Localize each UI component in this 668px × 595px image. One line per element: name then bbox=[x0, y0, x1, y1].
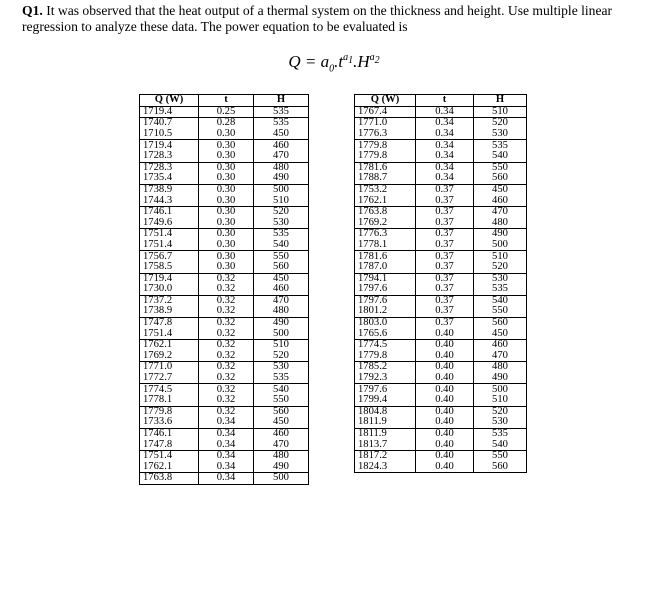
cell-t: 0.32 bbox=[199, 395, 254, 406]
table-row bbox=[355, 195, 527, 206]
cell-t: 0.34 bbox=[199, 417, 254, 428]
cell-t: 0.34 bbox=[199, 462, 254, 473]
cell-t: 0.37 bbox=[416, 229, 474, 240]
header-row bbox=[355, 95, 527, 107]
table-row bbox=[355, 262, 527, 273]
cell-t: 0.30 bbox=[199, 251, 254, 262]
cell-t: 0.32 bbox=[199, 340, 254, 351]
cell-q: 1763.8 bbox=[355, 206, 416, 217]
table-row bbox=[355, 340, 527, 351]
cell-t: 0.40 bbox=[416, 462, 474, 473]
cell-h: 480 bbox=[474, 218, 527, 229]
cell-t: 0.34 bbox=[199, 451, 254, 462]
cell-h: 460 bbox=[474, 340, 527, 351]
table-row bbox=[140, 206, 309, 217]
cell-q: 1751.4 bbox=[140, 240, 199, 251]
cell-h: 450 bbox=[254, 417, 309, 428]
cell-t: 0.32 bbox=[199, 406, 254, 417]
cell-q: 1792.3 bbox=[355, 373, 416, 384]
table-row bbox=[140, 351, 309, 362]
cell-h: 480 bbox=[254, 162, 309, 173]
cell-q: 1769.2 bbox=[355, 218, 416, 229]
table-row bbox=[140, 417, 309, 428]
cell-q: 1804.8 bbox=[355, 406, 416, 417]
table-row bbox=[355, 462, 527, 473]
question-body: It was observed that the heat output of a thermal system on the thickness and height. Use multiple linear regression to analyze these data. The power equation to be evaluated is bbox=[22, 3, 613, 34]
table-row bbox=[140, 317, 309, 328]
cell-h: 500 bbox=[254, 473, 309, 485]
cell-t: 0.34 bbox=[416, 151, 474, 162]
cell-t: 0.37 bbox=[416, 273, 474, 284]
table-row bbox=[140, 106, 309, 118]
cell-h: 460 bbox=[254, 140, 309, 151]
table-row bbox=[140, 340, 309, 351]
cell-h: 510 bbox=[474, 106, 527, 118]
header-row bbox=[140, 95, 309, 107]
cell-q: 1746.1 bbox=[140, 428, 199, 439]
cell-q: 1758.5 bbox=[140, 262, 199, 273]
table-row bbox=[140, 184, 309, 195]
table-row bbox=[140, 306, 309, 317]
table-row bbox=[355, 373, 527, 384]
cell-t: 0.37 bbox=[416, 262, 474, 273]
cell-h: 550 bbox=[474, 451, 527, 462]
cell-h: 480 bbox=[254, 306, 309, 317]
cell-h: 470 bbox=[254, 151, 309, 162]
cell-h: 530 bbox=[254, 218, 309, 229]
table-row bbox=[140, 129, 309, 140]
cell-q: 1779.8 bbox=[140, 406, 199, 417]
cell-h: 500 bbox=[254, 184, 309, 195]
table-row bbox=[140, 240, 309, 251]
cell-q: 1811.9 bbox=[355, 417, 416, 428]
cell-t: 0.30 bbox=[199, 195, 254, 206]
cell-q: 1774.5 bbox=[355, 340, 416, 351]
table-row bbox=[355, 206, 527, 217]
cell-t: 0.34 bbox=[199, 439, 254, 450]
cell-q: 1746.1 bbox=[140, 206, 199, 217]
cell-h: 540 bbox=[474, 151, 527, 162]
cell-t: 0.32 bbox=[199, 317, 254, 328]
cell-h: 550 bbox=[254, 251, 309, 262]
cell-h: 460 bbox=[254, 284, 309, 295]
table-row bbox=[355, 106, 527, 118]
cell-q: 1740.7 bbox=[140, 118, 199, 129]
cell-q: 1762.1 bbox=[140, 340, 199, 351]
cell-t: 0.34 bbox=[416, 173, 474, 184]
cell-q: 1774.5 bbox=[140, 384, 199, 395]
table-row bbox=[355, 306, 527, 317]
cell-q: 1747.8 bbox=[140, 317, 199, 328]
cell-t: 0.32 bbox=[199, 362, 254, 373]
cell-h: 490 bbox=[254, 462, 309, 473]
header-t: t bbox=[416, 95, 474, 107]
table-row bbox=[355, 184, 527, 195]
cell-t: 0.40 bbox=[416, 340, 474, 351]
cell-t: 0.40 bbox=[416, 451, 474, 462]
cell-q: 1788.7 bbox=[355, 173, 416, 184]
cell-q: 1779.8 bbox=[355, 351, 416, 362]
table-row bbox=[355, 151, 527, 162]
cell-h: 560 bbox=[474, 317, 527, 328]
cell-h: 535 bbox=[474, 284, 527, 295]
table-row bbox=[355, 317, 527, 328]
table-row bbox=[355, 417, 527, 428]
eq-exp2: a bbox=[369, 52, 375, 64]
eq-dot-1: . bbox=[334, 52, 339, 71]
cell-h: 540 bbox=[254, 384, 309, 395]
cell-h: 510 bbox=[474, 395, 527, 406]
header-h: H bbox=[474, 95, 527, 107]
cell-h: 550 bbox=[474, 162, 527, 173]
cell-q: 1776.3 bbox=[355, 229, 416, 240]
cell-q: 1785.2 bbox=[355, 362, 416, 373]
cell-q: 1824.3 bbox=[355, 462, 416, 473]
cell-t: 0.40 bbox=[416, 395, 474, 406]
cell-q: 1762.1 bbox=[355, 195, 416, 206]
cell-t: 0.40 bbox=[416, 439, 474, 450]
cell-t: 0.32 bbox=[199, 351, 254, 362]
table-row bbox=[355, 451, 527, 462]
cell-t: 0.32 bbox=[199, 306, 254, 317]
header-t: t bbox=[199, 95, 254, 107]
cell-h: 490 bbox=[474, 373, 527, 384]
cell-h: 470 bbox=[254, 439, 309, 450]
cell-h: 550 bbox=[254, 395, 309, 406]
cell-h: 560 bbox=[474, 462, 527, 473]
cell-t: 0.34 bbox=[199, 428, 254, 439]
cell-q: 1728.3 bbox=[140, 162, 199, 173]
table-row bbox=[355, 395, 527, 406]
cell-t: 0.40 bbox=[416, 373, 474, 384]
cell-h: 560 bbox=[254, 262, 309, 273]
eq-coef: a bbox=[320, 52, 330, 71]
cell-q: 1813.7 bbox=[355, 439, 416, 450]
eq-dot-2: . bbox=[353, 52, 358, 71]
cell-t: 0.30 bbox=[199, 218, 254, 229]
cell-q: 1710.5 bbox=[140, 129, 199, 140]
cell-t: 0.37 bbox=[416, 317, 474, 328]
eq-var2: H bbox=[357, 52, 370, 71]
cell-q: 1779.8 bbox=[355, 140, 416, 151]
cell-h: 470 bbox=[474, 206, 527, 217]
table-row bbox=[140, 328, 309, 339]
cell-t: 0.40 bbox=[416, 417, 474, 428]
table-row bbox=[140, 195, 309, 206]
cell-h: 530 bbox=[474, 273, 527, 284]
cell-t: 0.37 bbox=[416, 195, 474, 206]
cell-h: 535 bbox=[254, 229, 309, 240]
eq-exp2-sub: 2 bbox=[374, 55, 380, 67]
cell-q: 1756.7 bbox=[140, 251, 199, 262]
cell-t: 0.32 bbox=[199, 284, 254, 295]
cell-h: 530 bbox=[254, 362, 309, 373]
cell-t: 0.37 bbox=[416, 284, 474, 295]
cell-q: 1776.3 bbox=[355, 129, 416, 140]
cell-t: 0.37 bbox=[416, 251, 474, 262]
table-body-left bbox=[140, 106, 309, 484]
header-q: Q (W) bbox=[355, 95, 416, 107]
cell-h: 520 bbox=[474, 118, 527, 129]
data-table-left bbox=[139, 94, 309, 485]
cell-t: 0.30 bbox=[199, 151, 254, 162]
cell-h: 520 bbox=[254, 351, 309, 362]
cell-q: 1771.0 bbox=[140, 362, 199, 373]
cell-h: 450 bbox=[474, 184, 527, 195]
cell-h: 500 bbox=[254, 328, 309, 339]
table-row bbox=[355, 173, 527, 184]
cell-q: 1765.6 bbox=[355, 328, 416, 339]
cell-t: 0.34 bbox=[416, 140, 474, 151]
cell-t: 0.32 bbox=[199, 273, 254, 284]
cell-t: 0.30 bbox=[199, 173, 254, 184]
cell-t: 0.34 bbox=[416, 118, 474, 129]
cell-q: 1751.4 bbox=[140, 451, 199, 462]
cell-t: 0.28 bbox=[199, 118, 254, 129]
cell-h: 510 bbox=[254, 195, 309, 206]
cell-h: 550 bbox=[474, 306, 527, 317]
table-row bbox=[140, 151, 309, 162]
cell-h: 530 bbox=[474, 129, 527, 140]
cell-h: 480 bbox=[474, 362, 527, 373]
table-row bbox=[140, 451, 309, 462]
cell-q: 1737.2 bbox=[140, 295, 199, 306]
header-h: H bbox=[254, 95, 309, 107]
cell-t: 0.30 bbox=[199, 129, 254, 140]
table-row bbox=[140, 262, 309, 273]
cell-q: 1799.4 bbox=[355, 395, 416, 406]
table-row bbox=[140, 395, 309, 406]
cell-q: 1751.4 bbox=[140, 229, 199, 240]
cell-q: 1728.3 bbox=[140, 151, 199, 162]
cell-q: 1772.7 bbox=[140, 373, 199, 384]
cell-q: 1797.6 bbox=[355, 384, 416, 395]
data-table-right bbox=[354, 94, 527, 473]
table-row bbox=[140, 439, 309, 450]
cell-t: 0.40 bbox=[416, 351, 474, 362]
cell-t: 0.37 bbox=[416, 295, 474, 306]
cell-h: 450 bbox=[474, 328, 527, 339]
cell-q: 1719.4 bbox=[140, 140, 199, 151]
cell-h: 490 bbox=[474, 229, 527, 240]
cell-t: 0.32 bbox=[199, 295, 254, 306]
table-row bbox=[355, 428, 527, 439]
cell-t: 0.30 bbox=[199, 206, 254, 217]
cell-q: 1753.2 bbox=[355, 184, 416, 195]
cell-t: 0.32 bbox=[199, 384, 254, 395]
cell-t: 0.40 bbox=[416, 384, 474, 395]
cell-h: 510 bbox=[254, 340, 309, 351]
cell-t: 0.40 bbox=[416, 428, 474, 439]
cell-t: 0.37 bbox=[416, 206, 474, 217]
header-q: Q (W) bbox=[140, 95, 199, 107]
cell-t: 0.30 bbox=[199, 262, 254, 273]
cell-h: 480 bbox=[254, 451, 309, 462]
cell-t: 0.30 bbox=[199, 184, 254, 195]
cell-q: 1779.8 bbox=[355, 151, 416, 162]
table-row bbox=[355, 351, 527, 362]
table-row bbox=[140, 473, 309, 485]
table-body-right bbox=[355, 106, 527, 473]
table-row bbox=[140, 173, 309, 184]
cell-t: 0.37 bbox=[416, 306, 474, 317]
eq-exp1: a bbox=[343, 52, 349, 64]
cell-t: 0.40 bbox=[416, 362, 474, 373]
cell-h: 535 bbox=[474, 140, 527, 151]
cell-h: 510 bbox=[474, 251, 527, 262]
table-row bbox=[355, 240, 527, 251]
cell-h: 490 bbox=[254, 173, 309, 184]
cell-q: 1817.2 bbox=[355, 451, 416, 462]
question-number: Q1. bbox=[22, 3, 43, 18]
table-row bbox=[140, 462, 309, 473]
cell-q: 1778.1 bbox=[140, 395, 199, 406]
table-row bbox=[140, 284, 309, 295]
cell-h: 450 bbox=[254, 129, 309, 140]
cell-q: 1730.0 bbox=[140, 284, 199, 295]
cell-t: 0.34 bbox=[416, 162, 474, 173]
cell-q: 1771.0 bbox=[355, 118, 416, 129]
cell-t: 0.37 bbox=[416, 240, 474, 251]
table-row bbox=[355, 218, 527, 229]
eq-var1: t bbox=[338, 52, 344, 71]
cell-t: 0.30 bbox=[199, 162, 254, 173]
cell-q: 1738.9 bbox=[140, 306, 199, 317]
cell-h: 530 bbox=[474, 417, 527, 428]
cell-t: 0.30 bbox=[199, 229, 254, 240]
cell-q: 1797.6 bbox=[355, 295, 416, 306]
cell-q: 1719.4 bbox=[140, 273, 199, 284]
cell-h: 535 bbox=[254, 106, 309, 118]
cell-h: 500 bbox=[474, 384, 527, 395]
table-row bbox=[140, 428, 309, 439]
cell-h: 540 bbox=[474, 295, 527, 306]
cell-q: 1801.2 bbox=[355, 306, 416, 317]
cell-t: 0.40 bbox=[416, 406, 474, 417]
cell-h: 520 bbox=[254, 206, 309, 217]
cell-h: 535 bbox=[474, 428, 527, 439]
cell-h: 450 bbox=[254, 273, 309, 284]
cell-q: 1749.6 bbox=[140, 218, 199, 229]
cell-q: 1744.3 bbox=[140, 195, 199, 206]
cell-q: 1787.0 bbox=[355, 262, 416, 273]
table-row bbox=[140, 218, 309, 229]
eq-lhs: Q bbox=[288, 52, 301, 71]
cell-h: 500 bbox=[474, 240, 527, 251]
cell-q: 1747.8 bbox=[140, 439, 199, 450]
cell-h: 535 bbox=[254, 118, 309, 129]
cell-t: 0.34 bbox=[416, 129, 474, 140]
cell-q: 1803.0 bbox=[355, 317, 416, 328]
cell-h: 560 bbox=[474, 173, 527, 184]
table-row bbox=[355, 439, 527, 450]
cell-q: 1751.4 bbox=[140, 328, 199, 339]
cell-t: 0.34 bbox=[199, 473, 254, 485]
cell-h: 520 bbox=[474, 262, 527, 273]
cell-q: 1778.1 bbox=[355, 240, 416, 251]
cell-q: 1719.4 bbox=[140, 106, 199, 118]
eq-exp1-sub: 1 bbox=[348, 55, 354, 67]
cell-q: 1767.4 bbox=[355, 106, 416, 118]
cell-h: 470 bbox=[254, 295, 309, 306]
cell-h: 535 bbox=[254, 373, 309, 384]
cell-q: 1763.8 bbox=[140, 473, 199, 485]
cell-h: 460 bbox=[254, 428, 309, 439]
cell-h: 490 bbox=[254, 317, 309, 328]
cell-h: 540 bbox=[474, 439, 527, 450]
cell-h: 460 bbox=[474, 195, 527, 206]
cell-h: 520 bbox=[474, 406, 527, 417]
cell-q: 1762.1 bbox=[140, 462, 199, 473]
cell-t: 0.32 bbox=[199, 373, 254, 384]
cell-q: 1781.6 bbox=[355, 251, 416, 262]
cell-h: 470 bbox=[474, 351, 527, 362]
cell-q: 1738.9 bbox=[140, 184, 199, 195]
eq-coef-sub: 0 bbox=[329, 63, 335, 75]
cell-t: 0.30 bbox=[199, 240, 254, 251]
table-row bbox=[355, 328, 527, 339]
cell-t: 0.37 bbox=[416, 184, 474, 195]
cell-t: 0.37 bbox=[416, 218, 474, 229]
question-text bbox=[22, 3, 662, 35]
power-equation: $Q = a_0.t^{a_1}.H^{a_2}$ bbox=[288, 52, 380, 75]
cell-t: 0.30 bbox=[199, 140, 254, 151]
cell-q: 1735.4 bbox=[140, 173, 199, 184]
cell-q: 1811.9 bbox=[355, 428, 416, 439]
cell-h: 560 bbox=[254, 406, 309, 417]
cell-t: 0.34 bbox=[416, 106, 474, 118]
cell-t: 0.40 bbox=[416, 328, 474, 339]
cell-q: 1781.6 bbox=[355, 162, 416, 173]
cell-q: 1797.6 bbox=[355, 284, 416, 295]
cell-h: 540 bbox=[254, 240, 309, 251]
cell-q: 1769.2 bbox=[140, 351, 199, 362]
table-row bbox=[355, 129, 527, 140]
table-row bbox=[140, 373, 309, 384]
cell-q: 1794.1 bbox=[355, 273, 416, 284]
cell-t: 0.25 bbox=[199, 106, 254, 118]
cell-q: 1733.6 bbox=[140, 417, 199, 428]
table-row bbox=[355, 284, 527, 295]
cell-t: 0.32 bbox=[199, 328, 254, 339]
